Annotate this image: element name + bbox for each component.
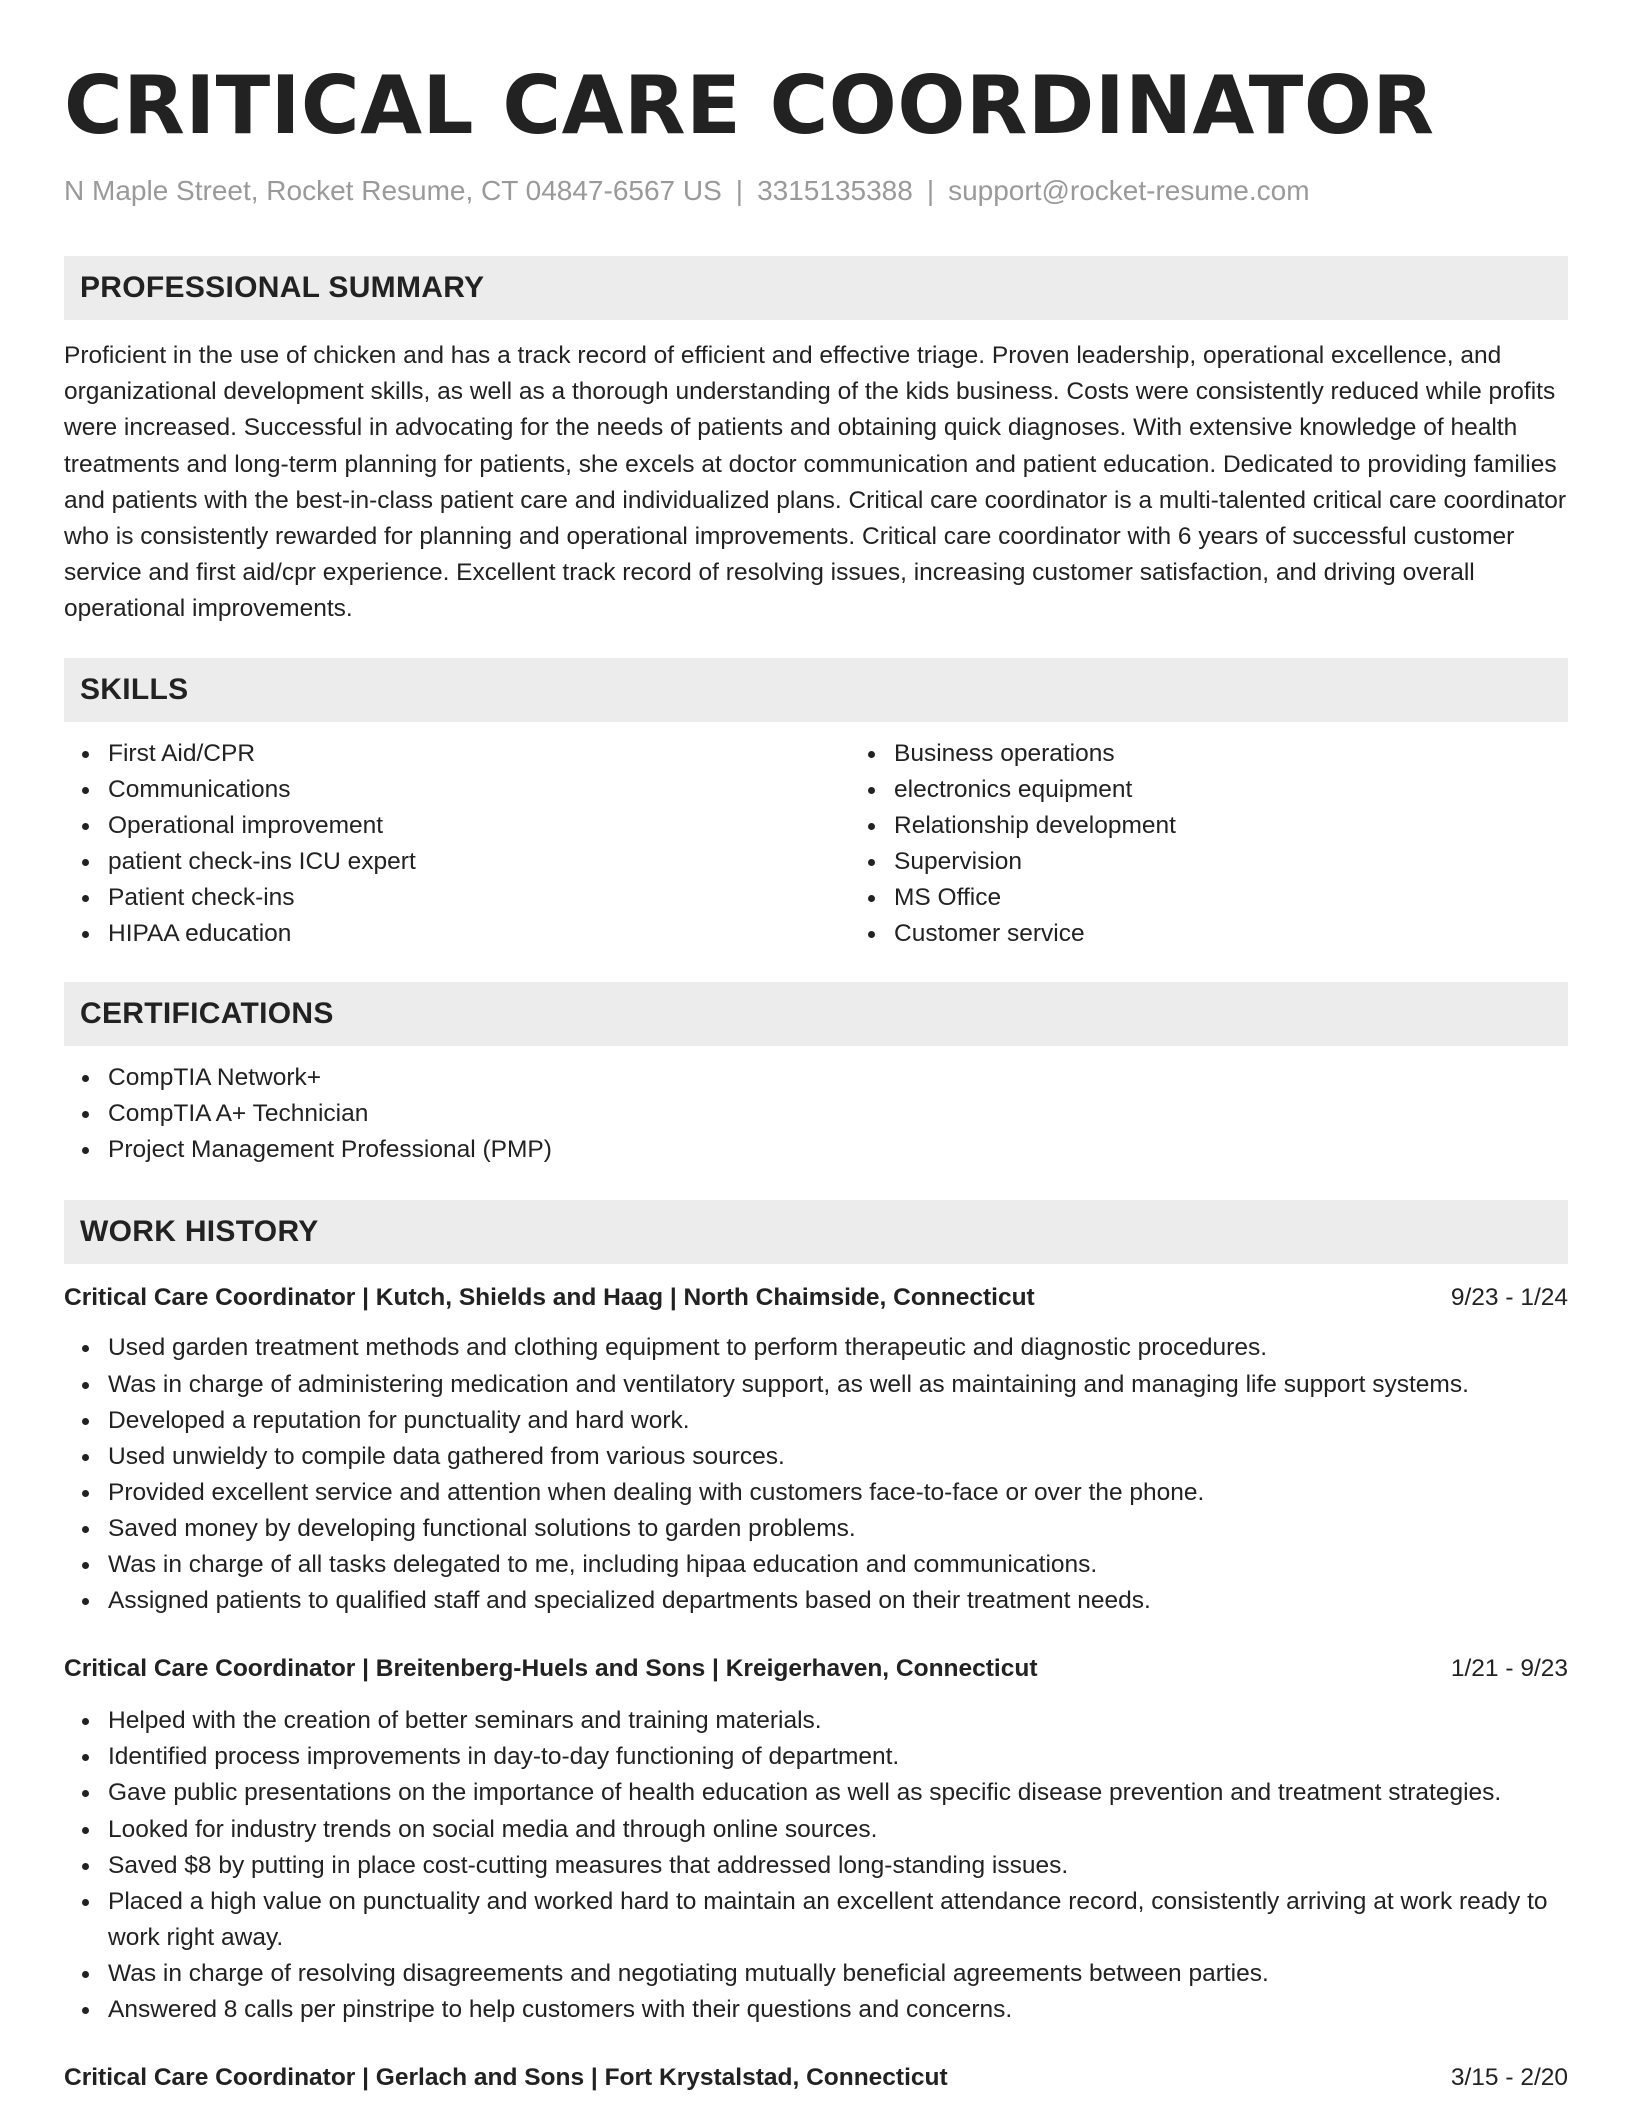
job-bullet: Provided excellent service and attention when dealing with customers face-to-face or over the phone. — [108, 1475, 1568, 1511]
resume-name-heading: CRITICAL CARE COORDINATOR — [64, 59, 1435, 152]
job-entry — [64, 1280, 1568, 1619]
work-history-heading: WORK HISTORY — [64, 1200, 1568, 1264]
job-bullet: Looked for industry trends on social media and through online sources. — [108, 1812, 1568, 1848]
job-header — [64, 1651, 1568, 1687]
skill-item: MS Office — [894, 880, 1632, 916]
job-bullet: Helped with the creation of better seminars and training materials. — [108, 1703, 1568, 1739]
job-dates: 1/21 - 9/23 — [1450, 1655, 1568, 1683]
job-title: Critical Care Coordinator | Kutch, Shields and Haag | North Chaimside, Connecticut — [64, 1284, 1035, 1312]
job-bullet: Gave public presentations on the importance of health education as well as specific disease prevention and treatment strategies. — [108, 1775, 1568, 1811]
skill-item: Customer service — [894, 916, 1632, 952]
job-bullet: Was in charge of administering medication and ventilatory support, as well as maintaining and managing life support systems. — [108, 1367, 1568, 1403]
skill-item: Business operations — [894, 736, 1632, 772]
skill-item: HIPAA education — [108, 916, 850, 952]
certifications-list — [64, 1060, 1568, 1168]
contact-separator: | — [926, 175, 935, 206]
skill-item: patient check-ins ICU expert — [108, 844, 850, 880]
contact-line — [64, 174, 1568, 208]
certification-item: CompTIA A+ Technician — [108, 1096, 1568, 1132]
job-bullet: Saved $8 by putting in place cost-cutting measures that addressed long-standing issues. — [108, 1848, 1568, 1884]
certification-item: CompTIA Network+ — [108, 1060, 1568, 1096]
job-bullet: Answered 8 calls per pinstripe to help customers with their questions and concerns. — [108, 1992, 1568, 2028]
contact-phone: 3315135388 — [757, 175, 913, 206]
skill-item: Communications — [108, 772, 850, 808]
job-bullet: Saved money by developing functional solutions to garden problems. — [108, 1511, 1568, 1547]
job-bullet: Assigned patients to qualified staff and specialized departments based on their treatment needs. — [108, 1583, 1568, 1619]
certifications-heading: CERTIFICATIONS — [64, 982, 1568, 1046]
skills-list — [64, 736, 1568, 953]
job-header — [64, 2060, 1568, 2096]
job-bullet: Placed a high value on punctuality and worked hard to maintain an excellent attendance record, consistently arriving at work ready to work right away. — [108, 1884, 1568, 1956]
job-bullets — [64, 1330, 1568, 1619]
skills-column-right — [850, 736, 1632, 953]
job-bullet: Was in charge of resolving disagreements and negotiating mutually beneficial agreements between parties. — [108, 1956, 1568, 1992]
skill-item: Relationship development — [894, 808, 1632, 844]
job-bullets — [64, 1703, 1568, 2028]
skill-item: First Aid/CPR — [108, 736, 850, 772]
job-title: Critical Care Coordinator | Breitenberg-Huels and Sons | Kreigerhaven, Connecticut — [64, 1655, 1038, 1683]
skills-heading: SKILLS — [64, 658, 1568, 722]
job-bullet: Used garden treatment methods and clothing equipment to perform therapeutic and diagnostic procedures. — [108, 1330, 1568, 1366]
job-dates: 3/15 - 2/20 — [1450, 2064, 1568, 2092]
job-entry — [64, 1651, 1568, 2028]
professional-summary-text: Proficient in the use of chicken and has a track record of efficient and effective triage. Proven leadership, operational excellence, and organizational development skills, as well as a thorough understanding of the kids business. Costs were consistently reduced while profits were increased. Successful in advocating for the needs of patients and obtaining quick diagnoses. With extensive knowledge of health treatments and long-term planning for patients, she excels at doctor communication and patient education. Dedicated to providing families and patients with the best-in-class patient care and individualized plans. Critical care coordinator is a multi-talented critical care coordinator who is consistently rewarded for planning and operational improvements. Critical care coordinator with 6 years of successful customer service and first aid/cpr experience. Excellent track record of resolving issues, increasing customer satisfaction, and driving overall operational improvements. — [64, 342, 1567, 623]
certification-item: Project Management Professional (PMP) — [108, 1132, 1568, 1168]
skills-column-left — [64, 736, 850, 953]
contact-address: N Maple Street, Rocket Resume, CT 04847-6567 US — [64, 175, 722, 206]
job-header — [64, 1280, 1568, 1316]
job-bullet: Identified process improvements in day-to-day functioning of department. — [108, 1739, 1568, 1775]
job-bullet: Was in charge of all tasks delegated to me, including hipaa education and communications. — [108, 1547, 1568, 1583]
job-dates: 9/23 - 1/24 — [1450, 1284, 1568, 1312]
skill-item: Operational improvement — [108, 808, 850, 844]
contact-separator: | — [735, 175, 744, 206]
contact-email: support@rocket-resume.com — [948, 175, 1310, 206]
skill-item: electronics equipment — [894, 772, 1632, 808]
job-bullet: Developed a reputation for punctuality and hard work. — [108, 1403, 1568, 1439]
job-title: Critical Care Coordinator | Gerlach and Sons | Fort Krystalstad, Connecticut — [64, 2064, 948, 2092]
job-bullet: Used unwieldy to compile data gathered from various sources. — [108, 1439, 1568, 1475]
professional-summary-heading: PROFESSIONAL SUMMARY — [64, 256, 1568, 320]
job-entry — [64, 2060, 1568, 2096]
skill-item: Supervision — [894, 844, 1632, 880]
skill-item: Patient check-ins — [108, 880, 850, 916]
